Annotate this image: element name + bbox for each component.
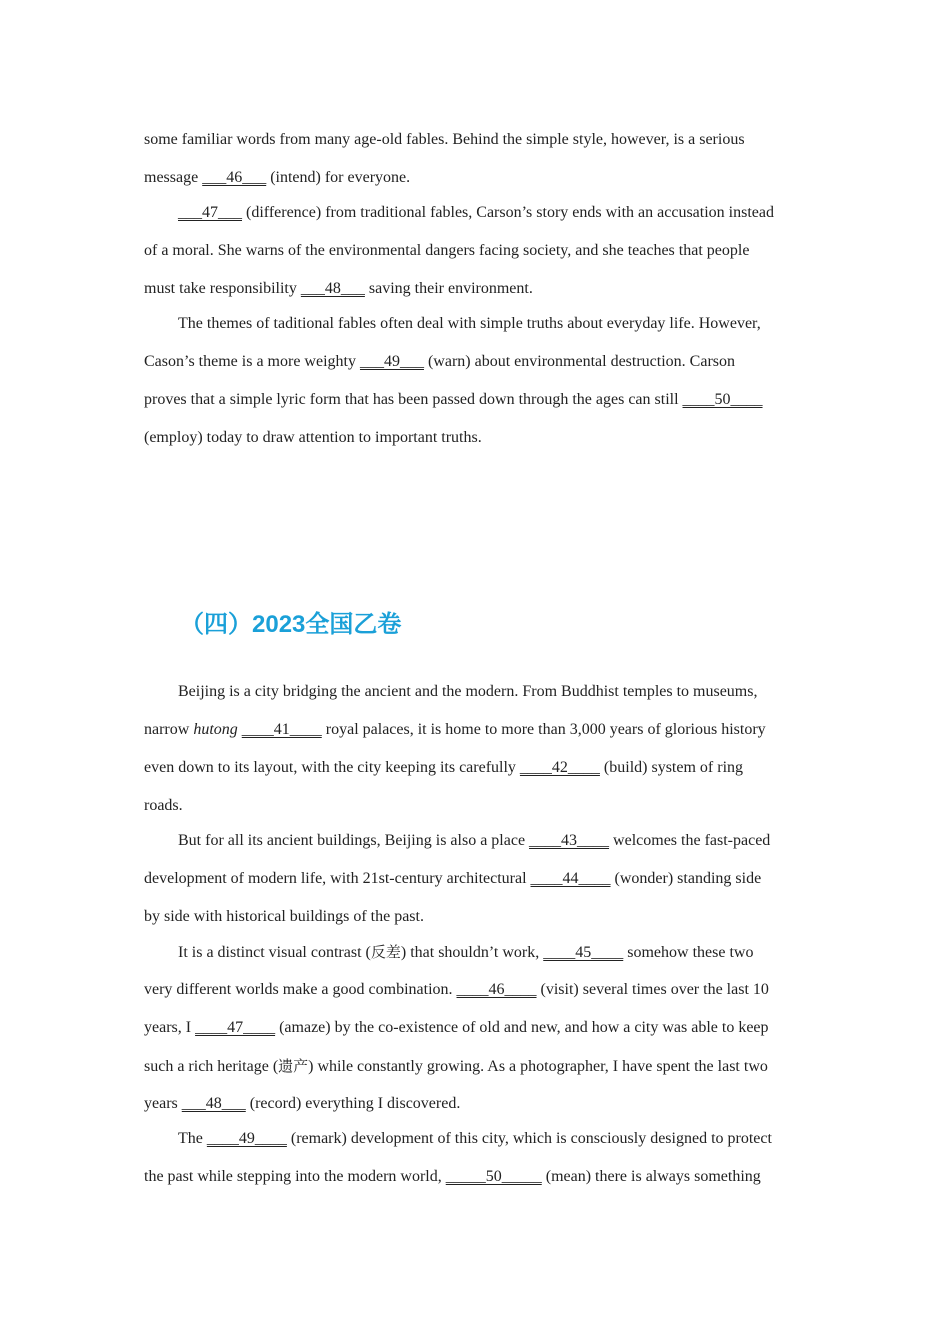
sentence: the past while stepping into the modern world, — [144, 1168, 446, 1185]
sentence: Beijing is a city bridging the ancient and the modern. From Buddhist temples to museums, — [178, 683, 758, 700]
text-line — [144, 130, 745, 150]
sentence: narrow — [144, 721, 194, 738]
sentence: (wonder) standing side — [610, 870, 762, 887]
text-line — [178, 682, 757, 702]
sentence: ) that shouldn’t work, — [400, 944, 544, 961]
sentence: (record) everything I discovered. — [245, 1095, 461, 1112]
text-line — [144, 428, 482, 448]
blank-46: ___46___ — [202, 169, 267, 186]
heading-title: 全国乙卷 — [305, 610, 402, 638]
italic-term: hutong — [193, 721, 238, 738]
section-heading — [180, 604, 401, 639]
heading-year: 2023 — [252, 611, 306, 638]
blank-48: ___48___ — [300, 280, 365, 297]
sentence: roads. — [144, 797, 183, 814]
sentence: But for all its ancient buildings, Beijing is also a place — [178, 832, 530, 849]
blank-44: ____44____ — [530, 870, 611, 887]
blank-42: ____42____ — [519, 759, 600, 776]
chinese-gloss: 遗产 — [278, 1057, 309, 1075]
sentence: welcomes the fast-paced — [609, 832, 771, 849]
sentence: years, I — [144, 1019, 196, 1036]
text-line — [178, 831, 770, 851]
sentence: proves that a simple lyric form that has been passed down through the ages can still — [144, 391, 683, 408]
blank-45: ____45____ — [543, 944, 624, 961]
sentence: some familiar words from many age-old fables. Behind the simple style, however, is a serious — [144, 131, 745, 148]
sentence: saving their environment. — [364, 280, 533, 297]
blank-43: ____43____ — [529, 832, 610, 849]
sentence: development of modern life, with 21st-century architectural — [144, 870, 531, 887]
sentence: (amaze) by the co-existence of old and new, and how a city was able to keep — [275, 1019, 769, 1036]
text-line — [144, 241, 749, 261]
sentence: such a rich heritage ( — [144, 1058, 279, 1075]
text-line — [178, 314, 761, 334]
sentence: It is a distinct visual contrast ( — [178, 944, 371, 961]
sentence: royal palaces, it is home to more than 3,000 years of glorious history — [321, 721, 766, 738]
text-line — [144, 390, 763, 410]
blank-46: ____46____ — [456, 981, 537, 998]
sentence: somehow these two — [623, 944, 754, 961]
text-line — [144, 1018, 769, 1038]
text-line — [144, 869, 761, 889]
sentence: even down to its layout, with the city keeping its carefully — [144, 759, 520, 776]
chinese-gloss: 反差 — [370, 943, 401, 961]
sentence: (employ) today to draw attention to important truths. — [144, 429, 482, 446]
sentence: Cason’s theme is a more weighty — [144, 353, 360, 370]
sentence: The — [178, 1130, 207, 1147]
text-line — [178, 1129, 772, 1149]
text-line — [144, 1056, 768, 1077]
blank-41: ____41____ — [241, 721, 322, 738]
text-line — [144, 796, 183, 816]
text-line — [178, 942, 753, 963]
text-line — [144, 352, 735, 372]
text-line — [144, 1094, 460, 1114]
sentence: of a moral. She warns of the environmental dangers facing society, and she teaches that people — [144, 242, 750, 259]
heading-number: （四） — [180, 610, 252, 638]
sentence: message — [144, 169, 203, 186]
sentence: (difference) from traditional fables, Carson’s story ends with an accusation instead — [242, 204, 774, 221]
text-line — [144, 279, 533, 299]
blank-49: ____49____ — [206, 1130, 287, 1147]
blank-47: ___47___ — [178, 204, 242, 221]
sentence: years — [144, 1095, 182, 1112]
blank-49: ___49___ — [359, 353, 424, 370]
sentence: (remark) development of this city, which is consciously designed to protect — [286, 1130, 772, 1147]
sentence: ) while constantly growing. As a photographer, I have spent the last two — [308, 1058, 768, 1075]
sentence: (mean) there is always something — [541, 1168, 761, 1185]
text-line — [178, 203, 774, 223]
sentence: by side with historical buildings of the past. — [144, 908, 424, 925]
blank-48: ___48___ — [181, 1095, 246, 1112]
text-line — [144, 168, 410, 188]
sentence: must take responsibility — [144, 280, 301, 297]
text-line — [144, 980, 769, 1000]
sentence: The themes of taditional fables often deal with simple truths about everyday life. However, — [178, 315, 761, 332]
sentence: (intend) for everyone. — [266, 169, 411, 186]
text-line — [144, 1167, 761, 1187]
text-line — [144, 907, 424, 927]
sentence: (warn) about environmental destruction. Carson — [423, 353, 735, 370]
blank-47: ____47____ — [195, 1019, 276, 1036]
sentence: (build) system of ring — [599, 759, 744, 776]
text-line — [144, 720, 766, 740]
sentence: very different worlds make a good combination. — [144, 981, 457, 998]
text-line — [144, 758, 743, 778]
blank-50: ____50____ — [682, 391, 763, 408]
blank-50: _____50_____ — [445, 1168, 542, 1185]
sentence: (visit) several times over the last 10 — [536, 981, 769, 998]
